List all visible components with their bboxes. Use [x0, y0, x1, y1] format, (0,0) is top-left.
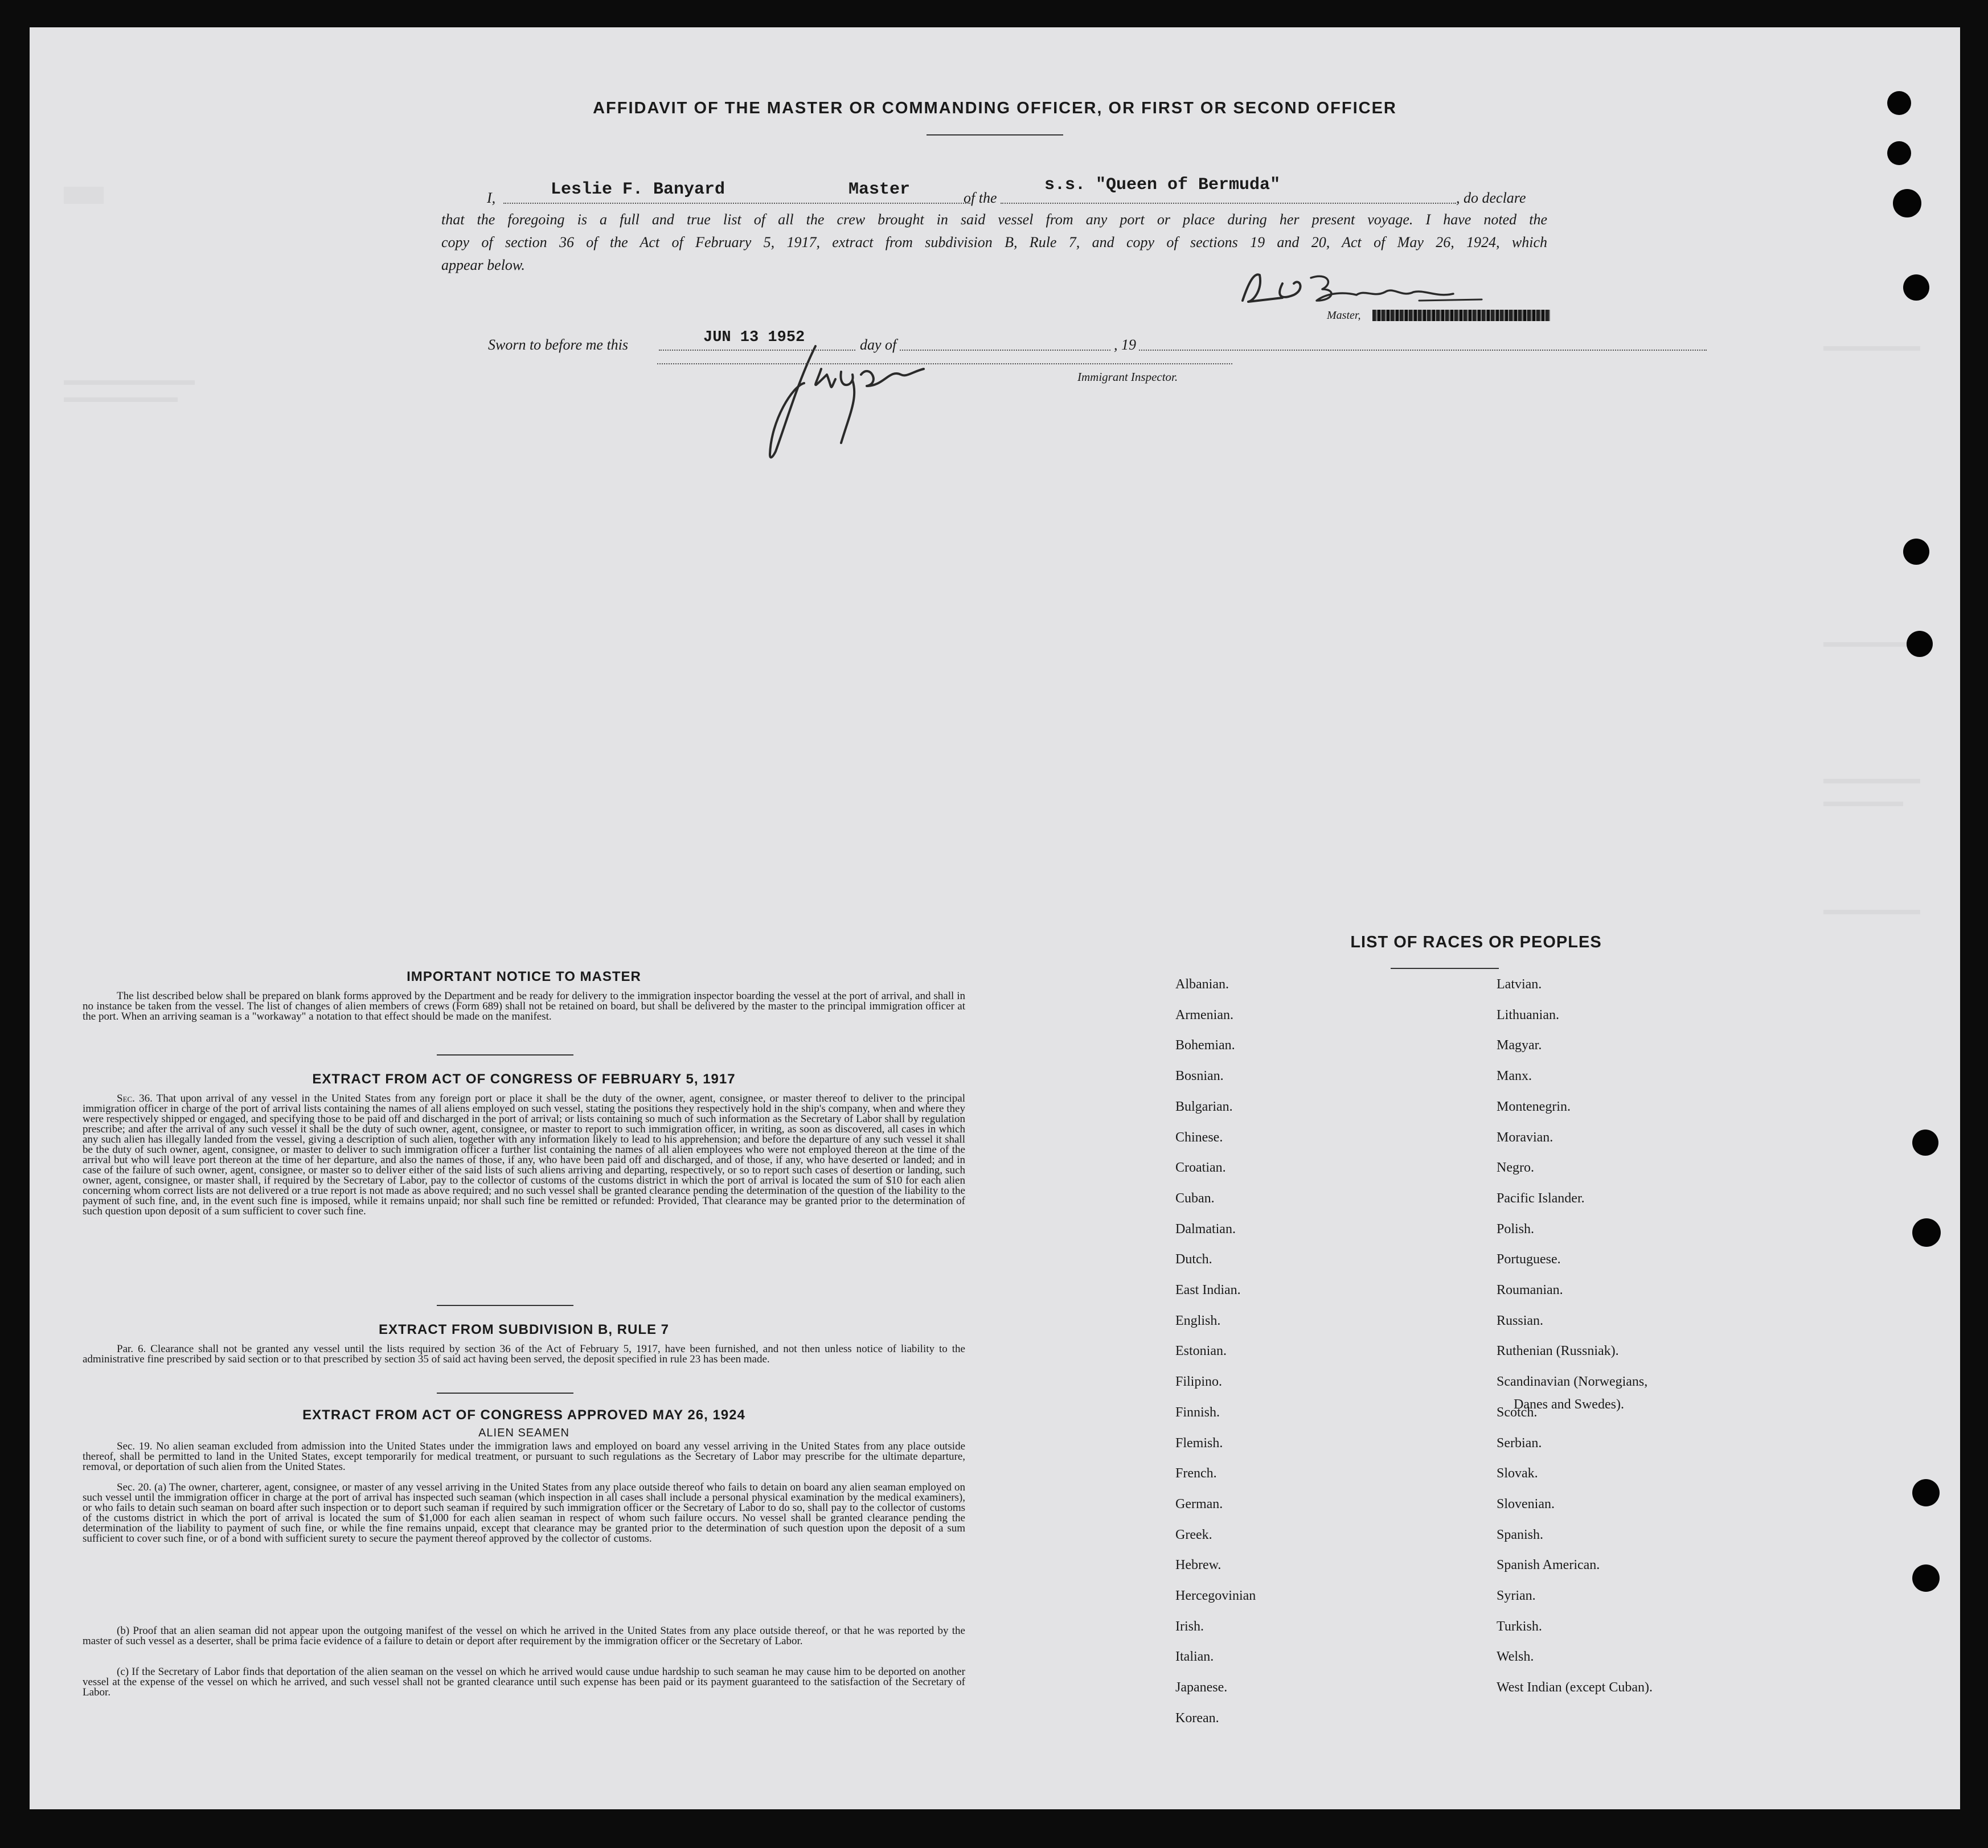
race-item: West Indian (except Cuban). — [1497, 1680, 1653, 1695]
race-item: Estonian. — [1175, 1344, 1227, 1358]
inspector-fill-line — [657, 363, 1232, 364]
race-item: Dutch. — [1175, 1252, 1212, 1267]
race-item: Spanish American. — [1497, 1558, 1600, 1572]
race-item: Montenegrin. — [1497, 1099, 1571, 1114]
vessel-fill-line — [1001, 203, 1456, 204]
bleed-through-line — [1823, 910, 1920, 914]
struck-through-titles — [1372, 310, 1550, 321]
race-item: Albanian. — [1175, 977, 1229, 992]
race-item: Hercegovinian — [1175, 1588, 1256, 1603]
inspector-signature — [736, 329, 1009, 471]
race-item: Bulgarian. — [1175, 1099, 1233, 1114]
race-item: Slovak. — [1497, 1466, 1538, 1481]
race-item: Polish. — [1497, 1222, 1535, 1237]
sworn-date-stamp: JUN 13 1952 — [703, 329, 805, 346]
affidavit-line-2: that the foregoing is a full and true list of all the crew brought in said vessel from any port or place during her present voyage. I have noted the — [441, 211, 1547, 228]
rule-7-title: EXTRACT FROM SUBDIVISION B, RULE 7 — [378, 1322, 670, 1337]
race-item: Scotch. — [1497, 1405, 1538, 1420]
bleed-through-line — [64, 397, 178, 402]
extract-1917-divider — [437, 1305, 573, 1306]
race-item: Turkish. — [1497, 1619, 1542, 1634]
bleed-through-line — [1823, 346, 1920, 351]
race-item: French. — [1175, 1466, 1217, 1481]
race-item: German. — [1175, 1497, 1223, 1512]
race-item: Greek. — [1175, 1527, 1212, 1542]
document-page — [30, 27, 1960, 1809]
punch-hole — [1887, 141, 1911, 165]
bleed-through-line — [1823, 642, 1920, 647]
punch-hole — [1912, 1564, 1940, 1592]
race-item: Dalmatian. — [1175, 1222, 1236, 1237]
sec-19-text: Sec. 19. No alien seaman excluded from admission into the United States under the immigration laws and employed on board any vessel arriving in the United States from any place outside thereof, shall be permitted to land in the United States, except temporarily for medical treatment, or pursuant to such regulations as the Secretary of Labor may prescribe for the ultimate departure, removal, or deportation of such alien from the United States. — [83, 1440, 965, 1473]
race-item: Irish. — [1175, 1619, 1204, 1634]
race-item: Cuban. — [1175, 1191, 1215, 1206]
race-item: Syrian. — [1497, 1588, 1536, 1603]
notice-text: The list described below shall be prepared on blank forms approved by the Department and be ready for delivery to the immigration inspector boarding the vessel at the port of arrival, and shall in no instance be taken from the vessel. The list of changes of alien members of crews (Form 689) shall not be retained on board, but shall be delivered by the master to the principal immigration officer at the port. When an arriving seaman is a "workaway" a notation to that effect should be made on the manifest. — [83, 990, 965, 1022]
vessel-name: s.s. "Queen of Bermuda" — [1044, 175, 1281, 195]
race-scandinavian-cont: Danes and Swedes). — [1514, 1397, 1624, 1412]
punch-hole — [1907, 631, 1933, 657]
race-item: Negro. — [1497, 1160, 1534, 1175]
race-item: Russian. — [1497, 1313, 1544, 1328]
race-item: Hebrew. — [1175, 1558, 1222, 1572]
rule-7-text: Par. 6. Clearance shall not be granted any vessel until the lists required by section 36 of the Act of February 5, 1917, have been furnished, and not then unless notice of liability to the administrative fine prescribed by said section or to that prescribed by section 35 of said act having been served, the deposit specified in rule 23 has been made. — [83, 1343, 965, 1365]
race-item: Pacific Islander. — [1497, 1191, 1585, 1206]
day-of-label: day of — [856, 334, 900, 356]
affidavit-line-4: appear below. — [441, 257, 525, 273]
race-item: Serbian. — [1497, 1436, 1542, 1451]
punch-hole — [1893, 189, 1921, 217]
race-item: Bosnian. — [1175, 1069, 1224, 1083]
alien-seamen-subtitle: ALIEN SEAMEN — [478, 1427, 569, 1439]
inspector-label: Immigrant Inspector. — [1077, 370, 1178, 384]
race-item: Scandinavian (Norwegians, — [1497, 1374, 1648, 1389]
master-name: Leslie F. Banyard — [551, 180, 725, 199]
race-item: Spanish. — [1497, 1527, 1544, 1542]
race-item: Magyar. — [1497, 1038, 1542, 1053]
do-declare: , do declare — [1456, 190, 1526, 206]
sec-36-label: Sec. 36. — [117, 1093, 153, 1104]
master-label: Master, — [1327, 309, 1361, 322]
bleed-through-line — [1823, 779, 1920, 783]
sec-20b-text: (b) Proof that an alien seaman did not appear upon the outgoing manifest of the vessel on which he arrived in the United States from any place outside thereof, or that he was reported by the master of such vessel as a deserter, shall be prima facie evidence of a failure to detain or deport after requirement by the immigration officer or the Secretary of Labor. — [83, 1625, 965, 1647]
race-item: Ruthenian (Russniak). — [1497, 1344, 1619, 1358]
notice-title: IMPORTANT NOTICE TO MASTER — [407, 969, 641, 984]
bleed-through-line — [1823, 802, 1903, 806]
punch-hole — [1903, 539, 1929, 565]
race-item: Bohemian. — [1175, 1038, 1235, 1053]
punch-hole — [1887, 91, 1911, 115]
race-item: Moravian. — [1497, 1130, 1553, 1145]
race-item: Slovenian. — [1497, 1497, 1555, 1512]
race-item: Welsh. — [1497, 1649, 1534, 1664]
bleed-through-mark — [64, 187, 104, 204]
race-item: Armenian. — [1175, 1008, 1233, 1022]
punch-hole — [1912, 1218, 1941, 1247]
race-item: Korean. — [1175, 1711, 1219, 1726]
name-fill-line — [503, 203, 970, 204]
race-item: Finnish. — [1175, 1405, 1220, 1420]
punch-hole — [1903, 274, 1929, 301]
race-item: East Indian. — [1175, 1283, 1241, 1297]
race-item: English. — [1175, 1313, 1221, 1328]
rank: Master — [849, 180, 911, 199]
bleed-through-line — [64, 380, 195, 385]
sec-20c-text: (c) If the Secretary of Labor finds that deportation of the alien seaman on the vessel on which he arrived would cause undue hardship to such seaman he may cause him to be deported on another vessel at the expense of the vessel on which he arrived, and such vessel shall not be granted clearance until such expense has been paid or its payment guaranteed to the satisfaction of the Secretary of Labor. — [83, 1666, 965, 1698]
races-divider — [1391, 968, 1499, 969]
race-item: Filipino. — [1175, 1374, 1223, 1389]
year-label: , 19 — [1112, 334, 1138, 356]
title-divider — [927, 134, 1063, 135]
sec-36-body: That upon arrival of any vessel in the United States from any foreign port or place it shall be the duty of the owner, agent, consignee, or master thereof to deliver to the principal immigration officer in charge of the port of arrival lists containing the names of all aliens employed on such vessel, stating the positions they respectively hold in the ship's company, when and where they were respectively shipped or engaged, and specifying those to be paid off and discharged in the port of arrival; or lists containing so much of such information as the Secretary of Labor shall by regulation prescribe; and after the arrival of any such vessel it shall be the duty of such owner, agent, consignee, or master to report to such immigration officer, in writing, as soon as discovered, all cases in which any such alien has illegally landed from the vessel, giving a description of such alien, together with any information likely to lead to his apprehension; and before the departure of any such vessel it shall be the duty of such owner, agent, consignee, or master to deliver to such immigration officer a further list containing the names of all alien employees who were not employed thereon at the time of the arrival but who will leave port thereon at the time of her departure, and also the names of those, if any, who have been paid off and discharged, and of those, if any, who have deserted or landed; and in case of the failure of such owner, agent, consignee, or master so to deliver either of the said lists of such aliens arriving and departing, respectively, or so to report such cases of desertion or landing, such owner, agent, consignee, or master shall, if required by the Secretary of Labor, pay to the collector of customs of the customs district in which the port of arrival is located the sum of $10 for each alien concerning whom correct lists are not delivered or a true report is not made as above required; and no such vessel shall be granted clearance pending the determination of the question of the liability to the payment of such fine, and, in the event such fine is imposed, while it remains unpaid; nor shall such fine be remitted or refunded: Provided, That clearance may be granted prior to the determination of such question upon deposit of a sum sufficient to cover such fine. — [83, 1093, 965, 1217]
notice-divider — [437, 1054, 573, 1056]
race-item: Manx. — [1497, 1069, 1532, 1083]
race-item: Croatian. — [1175, 1160, 1226, 1175]
race-item: Japanese. — [1175, 1680, 1228, 1695]
rule-7-divider — [437, 1393, 573, 1394]
races-title: LIST OF RACES OR PEOPLES — [1350, 933, 1602, 951]
extract-1917-title: EXTRACT FROM ACT OF CONGRESS OF FEBRUARY 5, 1917 — [312, 1071, 736, 1087]
sworn-label: Sworn to before me this — [488, 336, 629, 353]
race-item: Lithuanian. — [1497, 1008, 1559, 1022]
race-item: Chinese. — [1175, 1130, 1223, 1145]
extract-1924-title: EXTRACT FROM ACT OF CONGRESS APPROVED MAY 26, 1924 — [302, 1407, 745, 1423]
affidavit-i: I, — [487, 190, 496, 206]
of-the-label: of the — [964, 190, 997, 206]
extract-1917-text — [83, 1094, 965, 1217]
sec-20a-text: Sec. 20. (a) The owner, charterer, agent, consignee, or master of any vessel arriving in the United States from any place outside thereof who fails to detain on board any alien seaman employed on such vessel until the immigration officer in charge at the port of arrival has inspected such seaman (which inspection in all cases shall include a personal physical examination by the medical examiners), or who fails to detain such seaman on board after such inspection or to deport such seaman if required by such immigration officer or the Secretary of Labor to do so, shall pay to the collector of customs of the customs district in which the port of arrival is located the sum of $1,000 for each alien seaman in respect of whom such failure occurs. No vessel shall be granted clearance pending the determination of the liability to payment of such fine, or while the fine remains unpaid, except that clearance may be granted prior to the determination of such question upon the deposit of a sum sufficient to cover such fine, or of a bond with sufficient surety to secure the payment thereof approved by the collector of customs. — [83, 1481, 965, 1545]
race-item: Roumanian. — [1497, 1283, 1563, 1297]
race-item: Latvian. — [1497, 977, 1542, 992]
affidavit-title: AFFIDAVIT OF THE MASTER OR COMMANDING OFFICER, OR FIRST OR SECOND OFFICER — [593, 99, 1397, 117]
race-item: Portuguese. — [1497, 1252, 1561, 1267]
punch-hole — [1912, 1479, 1940, 1506]
race-item: Italian. — [1175, 1649, 1214, 1664]
affidavit-line-3: copy of section 36 of the Act of February 5, 1917, extract from subdivision B, Rule 7, and copy of sections 19 and 20, Act of May 26, 1924, which — [441, 234, 1547, 250]
punch-hole — [1912, 1130, 1938, 1156]
race-item: Flemish. — [1175, 1436, 1223, 1451]
